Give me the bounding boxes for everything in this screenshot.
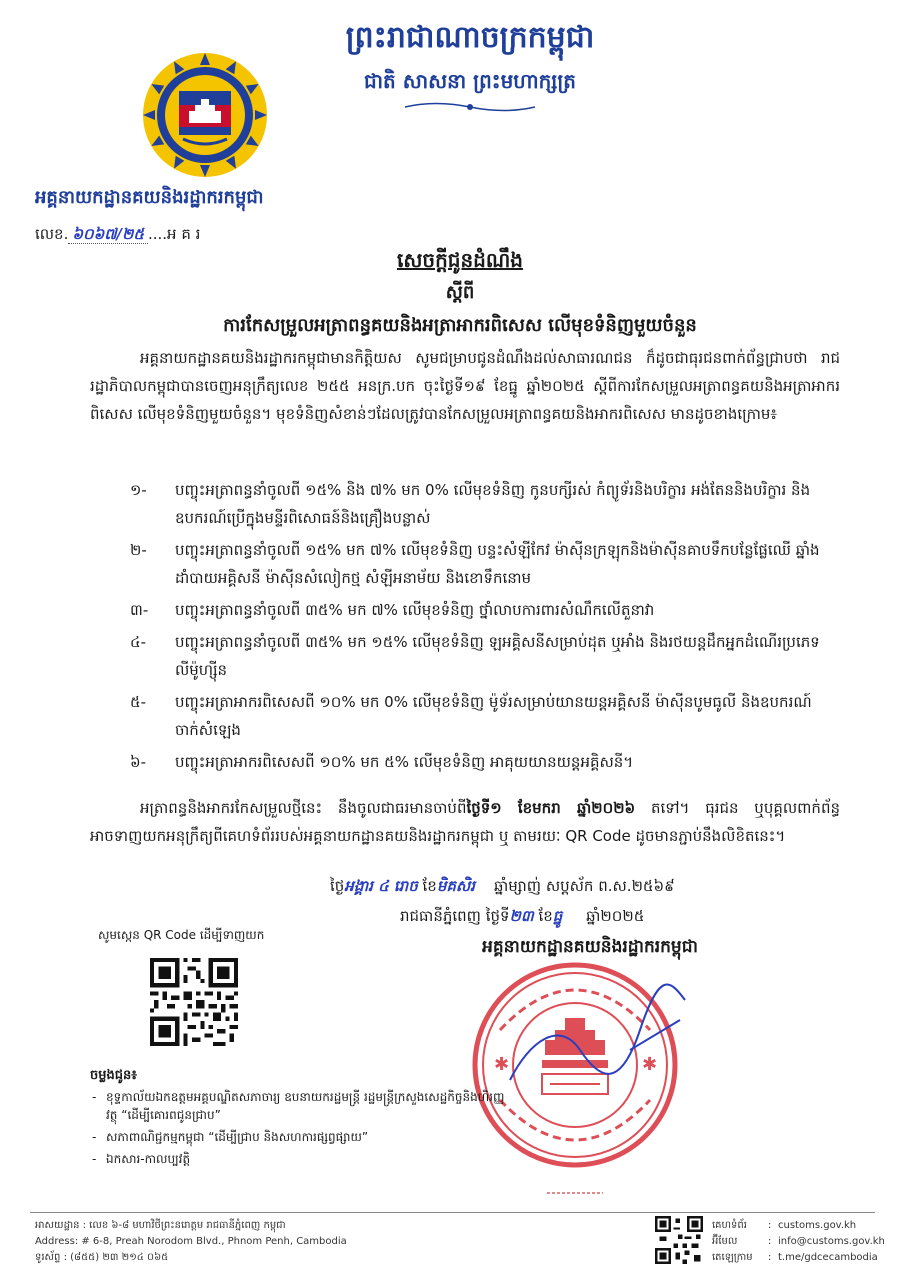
item-number: ៥-: [130, 693, 147, 711]
lunar-year: ឆ្នាំម្សាញ់ សប្ដស័ក ព.ស.២៥៦៩: [493, 877, 675, 895]
intro-paragraph: អគ្គនាយកដ្ឋានគយនិងរដ្ឋាករកម្ពុជាមានកិត្តិយស សូមជម្រាបជូនដំណឹងដល់សាធារណជន ក៏ដូចជាធុរជនពាក់ព័ន្ធជ្រាបថា រាជរដ្ឋាភិបាលកម្ពុជាបានចេញអនុក្រឹត្យលេខ ២៥៥ អនក្រ.បក ចុះថ្ងៃទី១៩ ខែធ្នូ ឆ្នាំ២០២៥ ស្ដីពីការកែសម្រួលអត្រាពន្ធគយនិងអត្រាអាករពិសេស លើមុខទំនិញមួយចំនួន។ មុខទំនិញសំខាន់ៗដែលត្រូវបានកែសម្រួលអត្រាពន្ធគយនិងអាករពិសេស មានដូចខាងក្រោម៖: [90, 349, 840, 423]
svg-text:✱: ✱: [494, 1054, 510, 1075]
subject-label: ស្ដីពី: [445, 282, 475, 303]
telegram-link[interactable]: t.me/gdcecambodia: [778, 1252, 878, 1263]
address-english: Address: # 6-8, Preah Norodom Blvd., Phnom Penh, Cambodia: [35, 1236, 347, 1247]
header-ornament: [400, 100, 540, 114]
lunar-month-handwritten: មិគសិរ: [436, 877, 475, 895]
qr-caption: សូមស្កេន QR Code ដើម្បីទាញយក: [98, 928, 265, 942]
reference-prefix: លេខ.: [35, 225, 69, 243]
list-item: [130, 688, 830, 744]
solar-year: ឆ្នាំ២០២៥: [586, 907, 645, 925]
item-text: បញ្ចុះអត្រាអាករពិសេសពី ១០% មក 0% លើមុខទំនិញ ម៉ូទ័រសម្រាប់យានយន្តអគ្គិសនី ម៉ាស៊ីនបូមធូលី និងឧបករណ៍ចាក់សំឡេង: [175, 693, 812, 739]
list-item: [130, 596, 830, 624]
list-item: [130, 628, 830, 684]
website-label: គេហទំព័រ: [712, 1220, 747, 1231]
website-row: គេហទំព័រ : customs.gov.kh: [712, 1218, 892, 1234]
kingdom-header: ព្រះរាជាណាចក្រកម្ពុជា: [345, 20, 595, 55]
item-number: ៣-: [130, 601, 149, 619]
list-item: - សភាពាណិជ្ជកម្មកម្ពុជា “ដើម្បីជ្រាប និងសហការផ្សព្វផ្សាយ”: [90, 1128, 510, 1146]
footer-address-block: [35, 1218, 395, 1266]
phone-number: ទូរស័ព្ទ : (៨៥៥) ២៣ ២១៤ ០៦៥: [35, 1252, 169, 1263]
address-khmer: អាសយដ្ឋាន : លេខ ៦-៨ មហាវិថីព្រះនរោត្តម រាជធានីភ្នំពេញ កម្ពុជា: [35, 1220, 286, 1231]
footer-divider: [30, 1212, 875, 1213]
reference-suffix: ....អ គ រ: [147, 225, 201, 243]
item-text: បញ្ចុះអត្រាពន្ធនាំចូលពី ៣៥% មក ៧% លើមុខទំនិញ ថ្នាំលាបការពារសំណឹកលើតួនាវា: [175, 601, 655, 619]
item-text: បញ្ចុះអត្រាពន្ធនាំចូលពី ៣៥% មក ១៥% លើមុខទំនិញ ឡអគ្គិសនីសម្រាប់ដុត ឬអាំង និងរថយន្តដឹកអ្នកដំណើរប្រភេទលីម៉ូហ្ស៊ីន: [175, 633, 820, 679]
effective-date: ថ្ងៃទី១ ខែមករា ឆ្នាំ២០២៦: [466, 799, 636, 817]
lunar-month-label: ខែ: [422, 877, 437, 895]
closing-text-after: តទៅ។ ធុរជន ឬបុគ្គលពាក់ព័ន្ធអាចទាញយកអនុក្រឹត្យពីគេហទំព័ររបស់អគ្គនាយកដ្ឋានគយនិងរដ្ឋាករកម្ពុជា ឬ តាមរយៈ QR Code ដូចមានភ្ជាប់នឹងលិខិតនេះ។: [90, 799, 840, 845]
adjustment-items-list: [130, 476, 830, 780]
solar-month-label: ខែ: [538, 907, 553, 925]
item-number: ១-: [130, 481, 147, 499]
reference-handwritten-number: ៦០៦៧/២៥: [68, 225, 148, 244]
email-row: អ៊ីមែល : info@customs.gov.kh: [712, 1234, 892, 1250]
footer-qr-code[interactable]: [655, 1216, 703, 1264]
telegram-row: តេឡេក្រាម : t.me/gdcecambodia: [712, 1250, 892, 1266]
reference-number: [35, 222, 355, 246]
footer-contact-block: [712, 1218, 892, 1266]
list-item: [130, 476, 830, 532]
svg-text:✱: ✱: [642, 1054, 658, 1075]
list-item: - ឯកសារ-កាលប្បវត្តិ: [90, 1150, 510, 1168]
lunar-day-handwritten: អង្គារ ៤ រោច: [344, 877, 418, 895]
list-item: [130, 536, 830, 592]
item-number: ៦-: [130, 753, 147, 771]
solar-day-handwritten: ២៣: [509, 907, 534, 925]
solar-prefix: រាជធានីភ្នំពេញ ថ្ងៃទី: [400, 907, 510, 925]
solar-date-line: [400, 902, 850, 930]
cc-list: [90, 1088, 510, 1172]
document-title: សេចក្ដីជូនដំណឹង: [397, 248, 523, 272]
item-text: បញ្ចុះអត្រាពន្ធនាំចូលពី ១៥% និង ៧% មក 0% លើមុខទំនិញ កូនបក្សីរស់ កំព្យូទ័រនិងបរិក្ខារ អង់តែននិងបរិក្ខារ និងឧបករណ៍ប្រើក្នុងមន្ទីរពិសោធន៍និងគ្រឿងបន្លាស់: [175, 481, 811, 527]
list-item: [130, 748, 830, 776]
closing-paragraph: [90, 794, 840, 850]
item-text: បញ្ចុះអត្រាអាករពិសេសពី ១០% មក ៥% លើមុខទំនិញ អាគុយយានយន្តអគ្គិសនី។: [175, 753, 634, 771]
cc-title: ចម្លងជូន៖: [90, 1068, 137, 1083]
email-link[interactable]: info@customs.gov.kh: [778, 1236, 885, 1247]
solar-month-handwritten: ធ្នូ: [552, 907, 563, 925]
telegram-label: តេឡេក្រាម: [712, 1252, 753, 1263]
handwritten-signature: [470, 960, 700, 1100]
closing-text-before: អត្រាពន្ធនិងអាករកែសម្រួលថ្មីនេះ នឹងចូលជាធរមានចាប់ពី: [140, 799, 467, 817]
list-item: - ខុទ្ទកាល័យឯកឧត្តមអគ្គបណ្ឌិតសភាចារ្យ ឧបនាយករដ្ឋមន្ត្រី រដ្ឋមន្ត្រីក្រសួងសេដ្ឋកិច្ចនិងហិរញ្ញវត្ថុ “ដើម្បីគោរពជូនជ្រាប”: [90, 1088, 510, 1124]
item-number: ២-: [130, 541, 147, 559]
department-name: អគ្គនាយកដ្ឋានគយនិងរដ្ឋាករកម្ពុជា: [35, 187, 264, 208]
customs-emblem-logo: [140, 50, 270, 180]
lunar-date-line: [330, 872, 850, 900]
item-number: ៤-: [130, 633, 147, 651]
item-text: បញ្ចុះអត្រាពន្ធនាំចូលពី ១៥% មក ៧% លើមុខទំនិញ បន្ទះសំឡីកែវ ម៉ាស៊ីនក្រឡុកនិងម៉ាស៊ីនគាបទឹកបន្លែផ្លែឈើ ឆ្នាំងដាំបាយអគ្គិសនី ម៉ាស៊ីនសំលៀកថ្ម សំឡីអនាម័យ និងខោទឹកនោម: [175, 541, 820, 587]
subject-text: ការកែសម្រួលអត្រាពន្ធគយនិងអត្រាអាករពិសេស លើមុខទំនិញមួយចំនួន: [223, 315, 697, 336]
signing-authority: អគ្គនាយកដ្ឋានគយនិងរដ្ឋាករកម្ពុជា: [482, 937, 698, 957]
national-motto: ជាតិ សាសនា ព្រះមហាក្សត្រ: [364, 69, 576, 93]
lunar-prefix: ថ្ងៃ: [330, 877, 345, 895]
email-label: អ៊ីមែល: [712, 1236, 738, 1247]
qr-code[interactable]: [150, 958, 238, 1046]
red-ink-mark: [545, 1188, 605, 1198]
website-link[interactable]: customs.gov.kh: [778, 1220, 857, 1231]
